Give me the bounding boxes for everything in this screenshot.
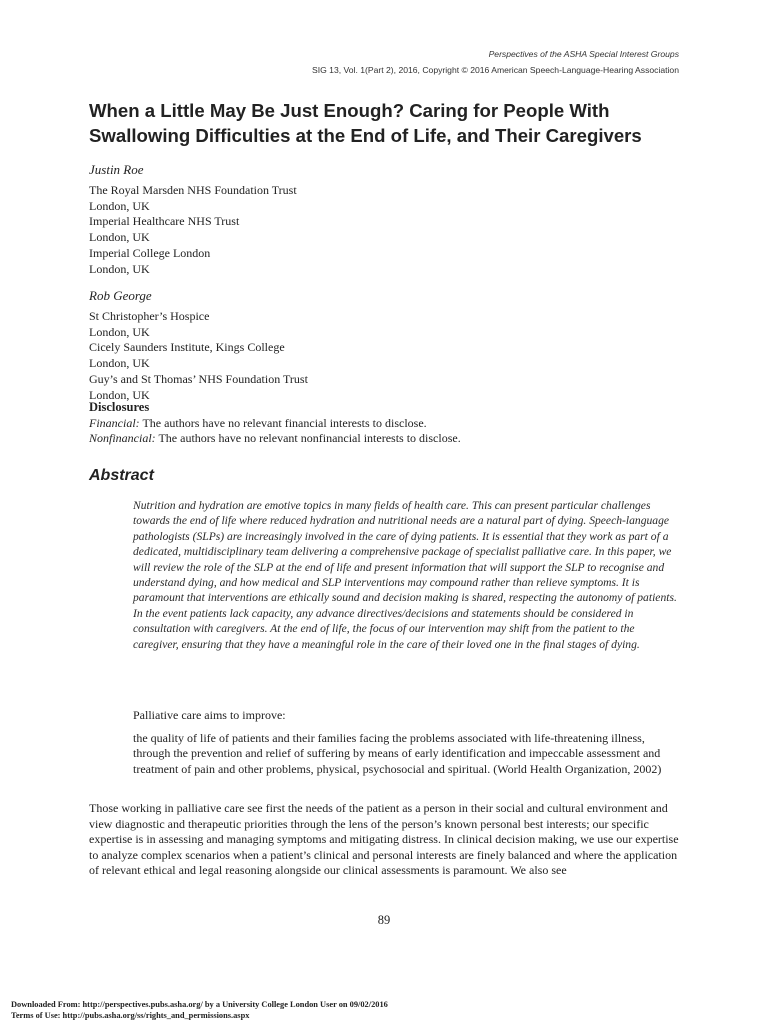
nonfinancial-disclosure <box>89 431 709 447</box>
page-number: 89 <box>377 913 391 927</box>
author-affiliation: Guy’s and St Thomas’ NHS Foundation Trust <box>89 371 308 386</box>
abstract-heading: Abstract <box>89 467 154 484</box>
author-affiliation: Imperial College London <box>89 245 211 260</box>
abstract-text: Nutrition and hydration are emotive topics in many fields of health care. This can present particular challenges towards the end of life where reduced hydration and nutritional needs are a natural part of dying. Speech-language pathologists (SLPs) are increasingly involved in the care of dying patients. It is essential that they work as part of a dedicated, multidisciplinary team delivering a comprehensive package of specialist palliative care. In this paper, we will review the role of the SLP at the end of life and present information that will support the SLP to recognise and understand dying, and how medical and SLP interventions may compound rather than relieve symptoms. It is paramount that interventions are ethically sound and decision making is shared, respecting the autonomy of patients. In the event patients lack capacity, any advance directives/decisions and statements should be considered in consultation with caregivers. At the end of life, the focus of our intervention may shift from the patient to the caregiver, ensuring that they have a meaningful role in the care of their loved one in the final stages of dying. <box>133 499 677 651</box>
author-affiliation: Imperial Healthcare NHS Trust <box>89 214 240 229</box>
journal-name: Perspectives of the ASHA Special Interest Groups <box>488 49 679 59</box>
author-block-2 <box>89 287 689 403</box>
author-affiliation: London, UK <box>89 324 150 339</box>
author-affiliation: London, UK <box>89 198 150 213</box>
author-affiliation: St Christopher’s Hospice <box>89 309 210 323</box>
author-affiliation: London, UK <box>89 230 150 245</box>
download-footer <box>11 999 388 1021</box>
author-affiliation: London, UK <box>89 387 150 402</box>
nonfinancial-text: The authors have no relevant nonfinancial interests to disclose. <box>155 431 461 445</box>
author-affiliation: Cicely Saunders Institute, Kings College <box>89 340 285 355</box>
author-name: Justin Roe <box>89 162 144 177</box>
author-name: Rob George <box>89 288 152 303</box>
author-affiliation: London, UK <box>89 356 150 371</box>
journal-header <box>312 47 679 78</box>
nonfinancial-label: Nonfinancial: <box>89 431 156 445</box>
financial-label: Financial: <box>89 415 140 430</box>
disclosures-heading: Disclosures <box>89 400 150 414</box>
download-notice: Downloaded From: http://perspectives.pubs.asha.org/ by a University College London User on 09/02/2016 <box>11 1000 388 1009</box>
palliative-intro: Palliative care aims to improve: <box>133 708 286 722</box>
financial-text: The authors have no relevant financial interests to disclose. <box>139 415 427 430</box>
disclosures <box>89 400 709 447</box>
who-quote: the quality of life of patients and their families facing the problems associated with life-threatening illness, through the prevention and relief of suffering by means of early identification and impeccable assessment and treatment of pain and other problems, physical, psychosocial and spiritual. (World Health Organization, 2002) <box>133 731 662 776</box>
body-paragraph: Those working in palliative care see first the needs of the patient as a person in their social and cultural environment and view diagnostic and therapeutic priorities through the lens of the person’s known personal best interests; our specific expertise is in assessing and managing symptoms and mitigating distress. In clinical decision making, we use our expertise to analyze complex scenarios when a patient’s clinical and personal interests are finely balanced and where the application of relevant ethical and legal reasoning alongside our clinical assessments is paramount. We also see <box>89 801 679 877</box>
author-affiliation: London, UK <box>89 261 150 276</box>
financial-disclosure <box>89 416 709 432</box>
author-block-1 <box>89 161 689 277</box>
author-affiliation: The Royal Marsden NHS Foundation Trust <box>89 183 297 197</box>
article-title: When a Little May Be Just Enough? Caring for People With Swallowing Difficulties at the End of Life, and Their Caregivers <box>89 100 642 146</box>
journal-citation: SIG 13, Vol. 1(Part 2), 2016, Copyright © 2016 American Speech-Language-Hearing Association <box>311 64 679 75</box>
terms-of-use: Terms of Use: http://pubs.asha.org/ss/rights_and_permissions.aspx <box>11 1011 250 1020</box>
